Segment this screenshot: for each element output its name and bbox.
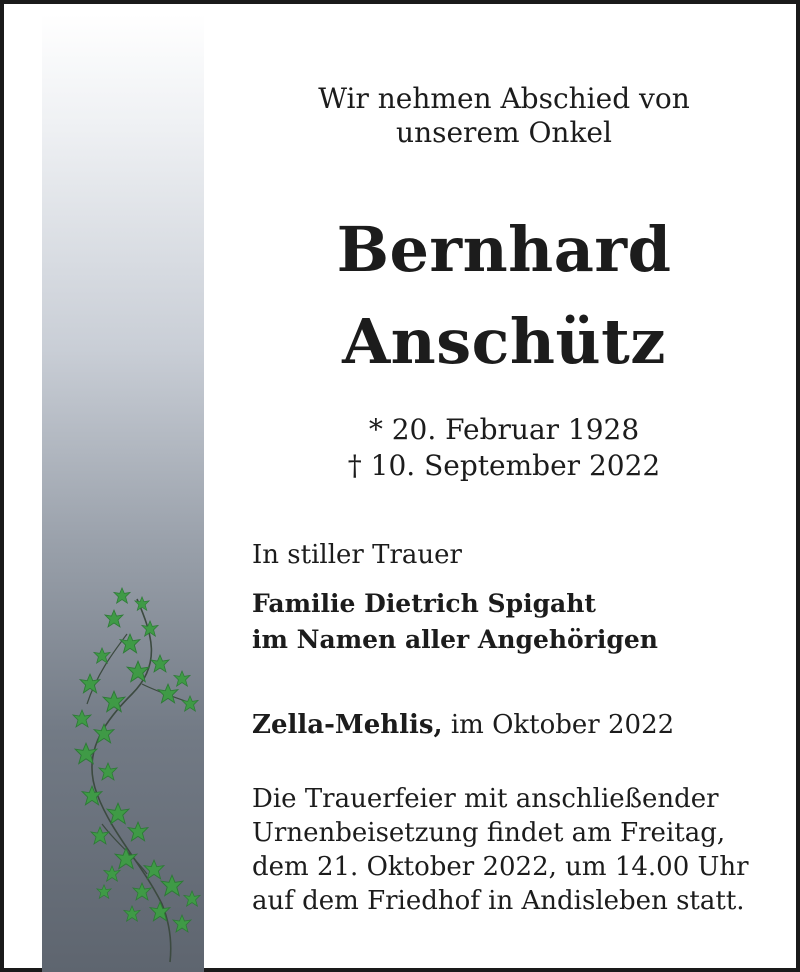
farewell-intro: [214, 82, 794, 150]
date: im Oktober 2022: [450, 710, 675, 740]
family-line-1: Familie Dietrich Spigaht: [252, 589, 596, 618]
birth-date: * 20. Februar 1928: [368, 413, 640, 446]
intro-line-1: Wir nehmen Abschied von: [318, 82, 690, 115]
family-line-2: im Namen aller Angehörigen: [252, 625, 658, 654]
place: Zella-Mehlis,: [252, 710, 443, 740]
mourners-family: [252, 586, 752, 658]
last-name: Anschütz: [342, 305, 666, 378]
intro-line-2: unserem Onkel: [396, 116, 612, 149]
ceremony-line-2: Urnenbeisetzung findet am Freitag,: [252, 818, 726, 848]
ceremony-line-3: dem 21. Oktober 2022, um 14.00 Uhr: [252, 852, 749, 882]
place-and-date: [252, 708, 752, 742]
deceased-name: [214, 204, 794, 388]
death-date: † 10. September 2022: [347, 449, 661, 482]
first-name: Bernhard: [336, 213, 672, 286]
ceremony-info: [252, 782, 752, 918]
ceremony-line-1: Die Trauerfeier mit anschließender: [252, 784, 719, 814]
ivy-branch-icon: [42, 574, 204, 964]
ceremony-line-4: auf dem Friedhof in Andisleben statt.: [252, 886, 745, 916]
life-dates: [214, 412, 794, 484]
mourning-intro: In stiller Trauer: [252, 540, 462, 570]
gradient-strip: [42, 14, 204, 972]
